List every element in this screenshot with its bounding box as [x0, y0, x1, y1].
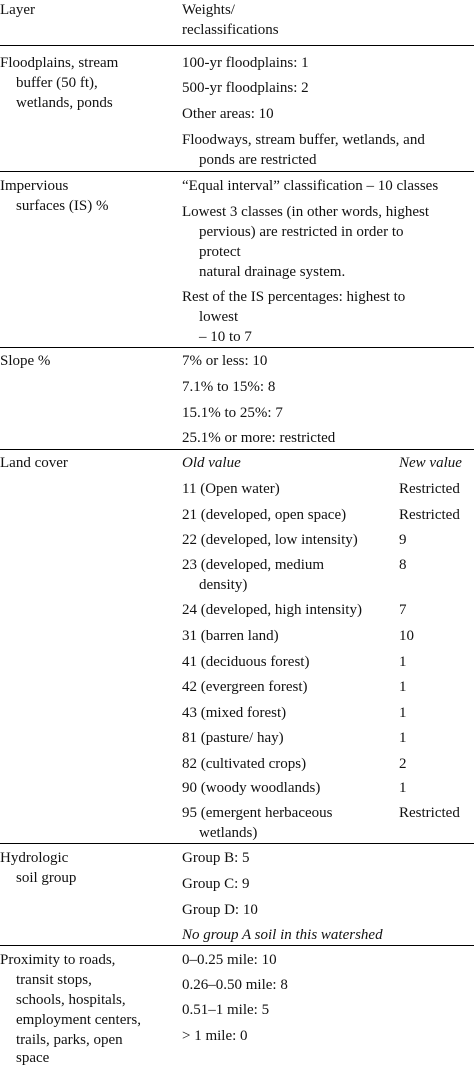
landcover-new-value: 9: [399, 532, 407, 548]
landcover-old-value: 24 (developed, high intensity): [182, 602, 362, 618]
landcover-new-value: 1: [399, 679, 407, 695]
landcover-old-value: 11 (Open water): [182, 481, 280, 497]
row-rule: [0, 171, 474, 172]
header-layer: Layer: [0, 2, 35, 18]
landcover-new-value: 7: [399, 602, 407, 618]
landcover-old-value: 22 (developed, low intensity): [182, 532, 358, 548]
hydrologic-note: No group A soil in this watershed: [182, 927, 383, 943]
row-rule: [0, 843, 474, 844]
floodplains-label-line3: wetlands, ponds: [16, 95, 113, 111]
floodplains-restricted-line1: Floodways, stream buffer, wetlands, and: [182, 132, 425, 148]
impervious-rest-line3: – 10 to 7: [199, 329, 252, 345]
impervious-label-line2: surfaces (IS) %: [16, 198, 109, 214]
slope-weight-4: 25.1% or more: restricted: [182, 430, 336, 446]
landcover-old-header: Old value: [182, 455, 241, 471]
floodplains-weight-other: Other areas: 10: [182, 106, 274, 122]
proximity-label-line4: employment centers,: [16, 1012, 141, 1028]
floodplains-weight-500yr: 500-yr floodplains: 2: [182, 80, 309, 96]
landcover-new-value: 1: [399, 654, 407, 670]
landcover-new-value: 8: [399, 557, 407, 573]
slope-weight-3: 15.1% to 25%: 7: [182, 405, 283, 421]
landcover-new-value: 1: [399, 705, 407, 721]
proximity-label-line2: transit stops,: [16, 972, 92, 988]
impervious-lowest-line1: Lowest 3 classes (in other words, highest: [182, 204, 430, 220]
landcover-old-value: 42 (evergreen forest): [182, 679, 308, 695]
landcover-old-value: 41 (deciduous forest): [182, 654, 310, 670]
proximity-weight-3: 0.51–1 mile: 5: [182, 1002, 270, 1018]
floodplains-restricted-line2: ponds are restricted: [199, 152, 317, 168]
landcover-new-value: 10: [399, 628, 414, 644]
hydrologic-label-line1: Hydrologic: [0, 850, 69, 866]
impervious-lowest-line4: natural drainage system.: [199, 264, 346, 280]
proximity-label-line5: trails, parks, open: [16, 1032, 123, 1048]
landcover-old-value: 21 (developed, open space): [182, 507, 347, 523]
impervious-classification: “Equal interval” classification – 10 classes: [182, 178, 439, 194]
slope-label: Slope %: [0, 353, 51, 369]
landcover-old-value-line2: density): [199, 577, 248, 593]
proximity-label-line6: space: [16, 1050, 50, 1066]
floodplains-label-line1: Floodplains, stream: [0, 55, 119, 71]
impervious-lowest-line2: pervious) are restricted in order to: [199, 224, 404, 240]
landcover-label: Land cover: [0, 455, 68, 471]
slope-weight-1: 7% or less: 10: [182, 353, 268, 369]
proximity-label-line1: Proximity to roads,: [0, 952, 116, 968]
landcover-new-header: New value: [399, 455, 462, 471]
landcover-new-value: Restricted: [399, 507, 460, 523]
proximity-weight-2: 0.26–0.50 mile: 8: [182, 977, 288, 993]
impervious-rest-line1: Rest of the IS percentages: highest to: [182, 289, 406, 305]
landcover-new-value: 1: [399, 780, 407, 796]
hydrologic-group-b: Group B: 5: [182, 850, 250, 866]
landcover-new-value: 2: [399, 756, 407, 772]
header-weights-line1: Weights/: [182, 2, 235, 18]
floodplains-label-line2: buffer (50 ft),: [16, 75, 98, 91]
hydrologic-label-line2: soil group: [16, 870, 77, 886]
landcover-old-value: 31 (barren land): [182, 628, 279, 644]
landcover-old-value-line1: 23 (developed, medium: [182, 557, 325, 573]
header-weights-line2: reclassifications: [182, 22, 279, 38]
landcover-old-value: 81 (pasture/ hay): [182, 730, 284, 746]
landcover-old-value: 82 (cultivated crops): [182, 756, 307, 772]
landcover-new-value: 1: [399, 730, 407, 746]
impervious-rest-line2: lowest: [199, 309, 239, 325]
landcover-old-value: 90 (woody woodlands): [182, 780, 321, 796]
proximity-weight-1: 0–0.25 mile: 10: [182, 952, 277, 968]
landcover-old-value: 43 (mixed forest): [182, 705, 287, 721]
impervious-lowest-line3: protect: [199, 244, 241, 260]
proximity-label-line3: schools, hospitals,: [16, 992, 126, 1008]
landcover-old-value-line1: 95 (emergent herbaceous: [182, 805, 333, 821]
row-rule: [0, 347, 474, 348]
floodplains-weight-100yr: 100-yr floodplains: 1: [182, 55, 309, 71]
landcover-new-value: Restricted: [399, 805, 460, 821]
header-rule: [0, 45, 474, 46]
row-rule: [0, 945, 474, 946]
row-rule: [0, 449, 474, 450]
landcover-old-value-line2: wetlands): [199, 825, 258, 841]
slope-weight-2: 7.1% to 15%: 8: [182, 379, 276, 395]
landcover-new-value: Restricted: [399, 481, 460, 497]
proximity-weight-4: > 1 mile: 0: [182, 1028, 248, 1044]
hydrologic-group-d: Group D: 10: [182, 902, 258, 918]
impervious-label-line1: Impervious: [0, 178, 69, 194]
hydrologic-group-c: Group C: 9: [182, 876, 250, 892]
